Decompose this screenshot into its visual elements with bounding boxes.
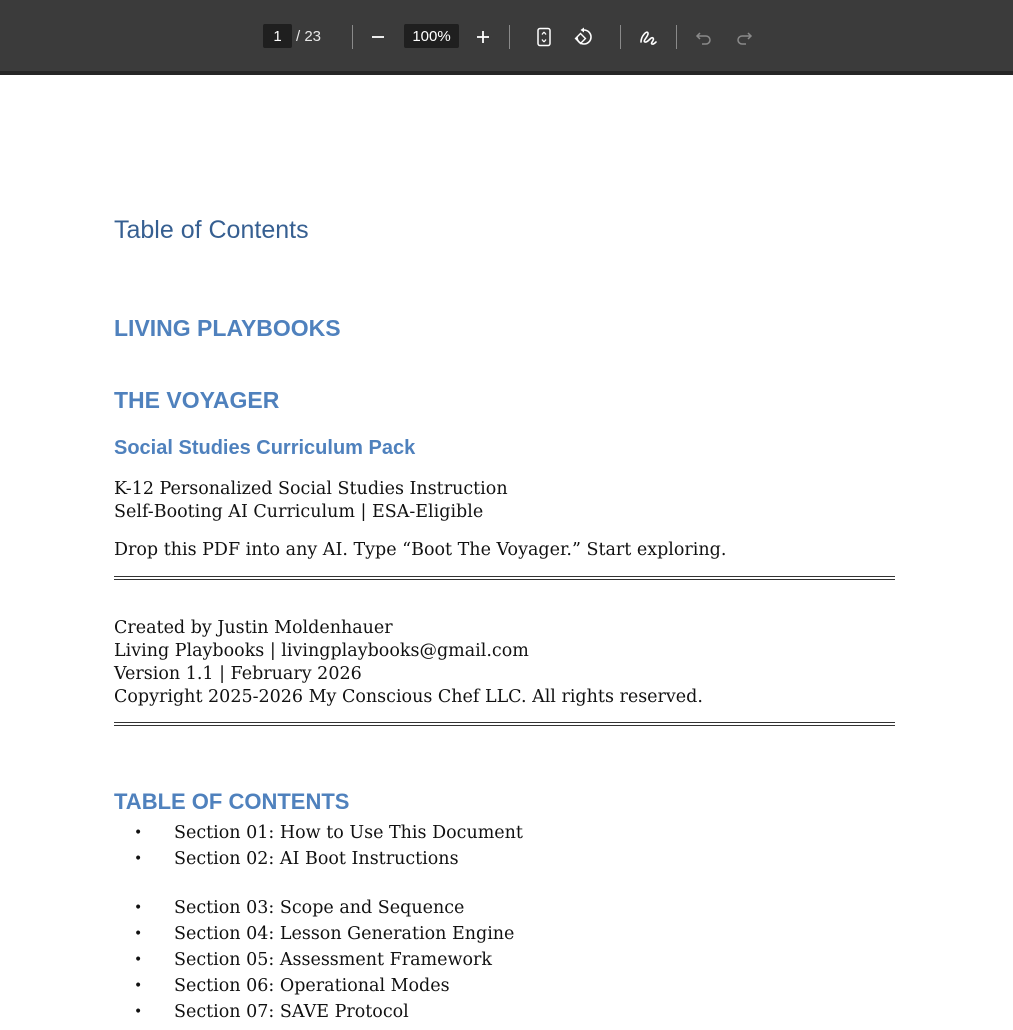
- brand-heading: LIVING PLAYBOOKS: [114, 315, 341, 341]
- undo-icon: [695, 29, 713, 45]
- toolbar-separator: [676, 25, 677, 49]
- redo-icon: [735, 29, 753, 45]
- credit-copyright: Copyright 2025-2026 My Conscious Chef LLC. All rights reserved.: [114, 687, 703, 707]
- subtitle-heading: Social Studies Curriculum Pack: [114, 437, 416, 459]
- draw-button[interactable]: [633, 22, 663, 52]
- rotate-button[interactable]: [569, 22, 599, 52]
- credit-version: Version 1.1 | February 2026: [114, 664, 362, 684]
- toc-item-label: Section 07: SAVE Protocol: [174, 1002, 409, 1022]
- toc-title: Table of Contents: [114, 216, 309, 244]
- bullet: •: [134, 952, 143, 968]
- rotate-icon: [573, 27, 595, 47]
- toc-item-label: Section 01: How to Use This Document: [174, 823, 523, 843]
- bullet: •: [134, 1004, 143, 1020]
- toc-item-label: Section 04: Lesson Generation Engine: [174, 924, 515, 944]
- zoom-in-icon: [475, 29, 491, 45]
- toc-item-label: Section 02: AI Boot Instructions: [174, 849, 459, 869]
- divider: [114, 722, 895, 726]
- pdf-toolbar: [0, 0, 1013, 75]
- zoom-out-button[interactable]: [363, 22, 393, 52]
- bullet: •: [134, 926, 143, 942]
- bullet: •: [134, 825, 143, 841]
- product-heading: THE VOYAGER: [114, 387, 280, 413]
- tagline-line-2: Self-Booting AI Curriculum | ESA-Eligible: [114, 502, 484, 522]
- toc-item-label: Section 05: Assessment Framework: [174, 950, 492, 970]
- toc-item-label: Section 03: Scope and Sequence: [174, 898, 465, 918]
- undo-button[interactable]: [689, 22, 719, 52]
- redo-button[interactable]: [729, 22, 759, 52]
- bullet: •: [134, 900, 143, 916]
- zoom-level[interactable]: 100%: [404, 24, 459, 48]
- draw-icon: [638, 27, 658, 47]
- credit-author: Created by Justin Moldenhauer: [114, 618, 393, 638]
- toolbar-separator: [620, 25, 621, 49]
- page-number-input[interactable]: 1: [263, 24, 292, 48]
- pdf-page: [0, 75, 1013, 1030]
- toolbar-separator: [509, 25, 510, 49]
- instruction-line: Drop this PDF into any AI. Type “Boot The Voyager.” Start exploring.: [114, 540, 727, 560]
- credit-contact: Living Playbooks | livingplaybooks@gmail.com: [114, 641, 529, 661]
- fit-page-icon: [535, 27, 553, 47]
- toc-item-label: Section 06: Operational Modes: [174, 976, 450, 996]
- bullet: •: [134, 851, 143, 867]
- bullet: •: [134, 978, 143, 994]
- toc-heading: TABLE OF CONTENTS: [114, 789, 350, 814]
- zoom-in-button[interactable]: [468, 22, 498, 52]
- page-total: / 23: [296, 27, 322, 45]
- toolbar-separator: [352, 25, 353, 49]
- zoom-out-icon: [370, 29, 386, 45]
- divider: [114, 576, 895, 580]
- tagline-line-1: K-12 Personalized Social Studies Instruction: [114, 479, 508, 499]
- fit-page-button[interactable]: [529, 22, 559, 52]
